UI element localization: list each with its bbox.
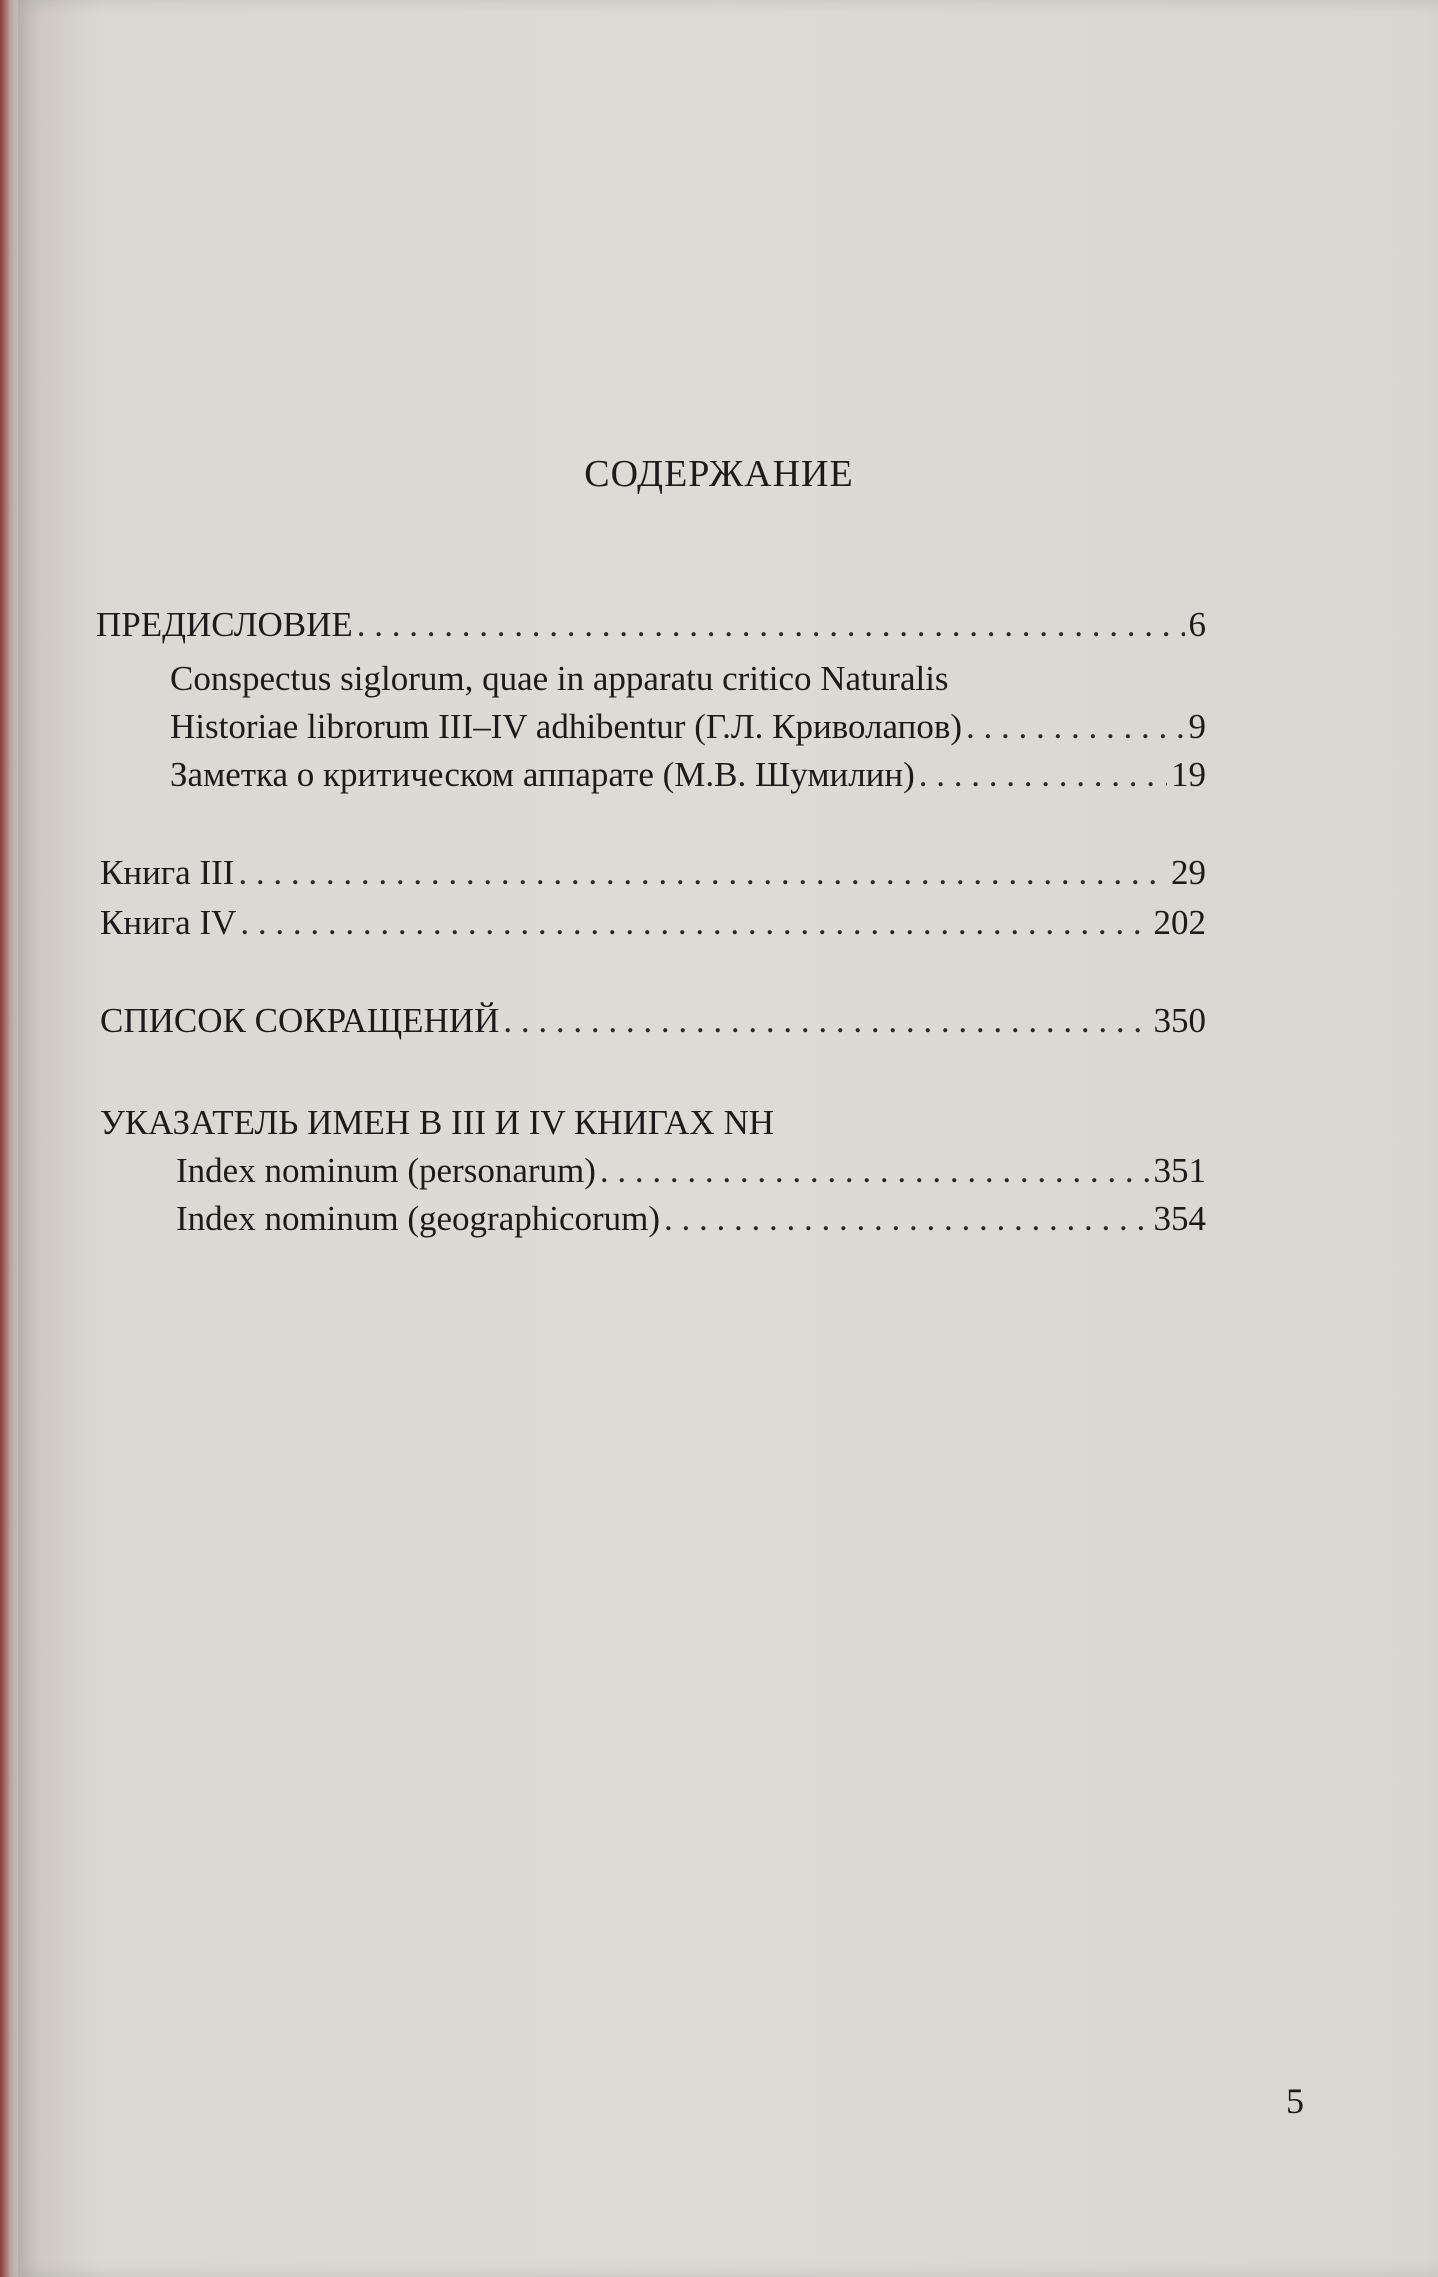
dot-leader [966, 706, 1185, 748]
toc-entry-preface [96, 604, 1206, 646]
dot-leader [919, 754, 1167, 796]
toc-entry-label: Заметка о критическом аппарате (М.В. Шумилин) [170, 755, 915, 794]
dot-leader [664, 1198, 1149, 1240]
toc-heading: СОДЕРЖАНИЕ [584, 453, 854, 495]
dot-leader [600, 1150, 1150, 1192]
toc-index-heading: УКАЗАТЕЛЬ ИМЕН В III И IV КНИГАХ NH [100, 1103, 775, 1142]
toc-entry-conspectus-line1: Conspectus siglorum, quae in apparatu critico Naturalis [170, 659, 949, 698]
toc-entry-abbreviations [100, 1000, 1206, 1042]
toc-entry-page: 351 [1153, 1151, 1206, 1190]
toc-entry-conspectus [170, 706, 1206, 748]
dot-leader [357, 604, 1185, 646]
toc-entry-label: Historiae librorum III–IV adhibentur (Г.Л. Криволапов) [170, 707, 962, 746]
toc-entry-page: 202 [1153, 903, 1206, 942]
book-spine-edge [0, 0, 18, 2277]
toc-entry-page: 350 [1153, 1001, 1206, 1040]
toc-entry-label: Книга III [100, 853, 235, 892]
toc-entry-note [170, 754, 1206, 796]
dot-leader [503, 1000, 1149, 1042]
dot-leader [238, 852, 1167, 894]
toc-entry-label: СПИСОК СОКРАЩЕНИЙ [100, 1001, 500, 1040]
toc-entry-label: Index nominum (personarum) [176, 1151, 596, 1190]
toc-entry-label: Книга IV [100, 903, 237, 942]
toc-entry-label: ПРЕДИСЛОВИЕ [96, 605, 353, 644]
dot-leader [240, 902, 1149, 944]
toc-entry-index-personarum [176, 1150, 1206, 1192]
toc-entry-page: 19 [1171, 755, 1206, 794]
page-number: 5 [1286, 2081, 1304, 2121]
toc-entry-page: 354 [1153, 1199, 1206, 1238]
toc-entry-page: 9 [1188, 707, 1206, 746]
toc-entry-page: 29 [1171, 853, 1206, 892]
toc-entry-index-geographicorum [176, 1198, 1206, 1240]
toc-entry-page: 6 [1188, 605, 1206, 644]
toc-entry-label: Index nominum (geographicorum) [176, 1199, 661, 1238]
toc-entry-book3 [100, 852, 1206, 894]
toc-entry-book4 [100, 902, 1206, 944]
